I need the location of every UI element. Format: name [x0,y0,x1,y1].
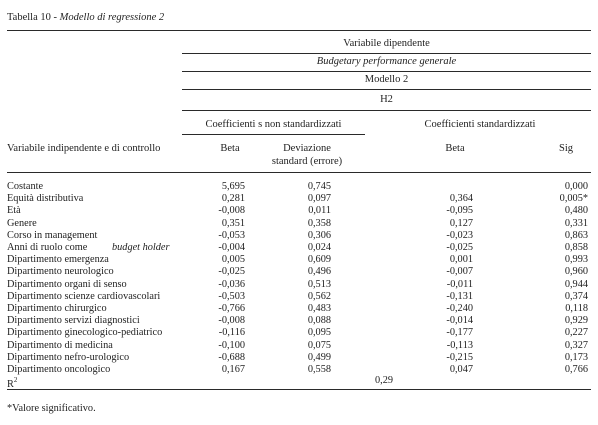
cell-beta-standardized: 0,001 [449,254,473,266]
cell-beta: 0,351 [221,217,245,229]
table-row [0,351,598,364]
cell-beta: -0,503 [218,290,245,302]
rule-group-unstd [182,134,365,135]
cell-beta-standardized: -0,007 [446,266,473,278]
header-hypothesis: H2 [380,94,393,105]
header-col-beta-std: Beta [445,143,465,154]
body-bottom-rule [7,389,591,390]
cell-beta: -0,766 [218,303,245,314]
cell-std-error: 0,095 [307,327,331,339]
top-rule [7,30,591,31]
cell-sig: 0,929 [564,315,588,327]
cell-beta-standardized: -0,113 [446,339,473,351]
header-dependent: Variabile dipendente [343,38,430,49]
cell-beta: -0,004 [218,242,245,253]
cell-beta-standardized: -0,011 [446,278,473,290]
cell-std-error: 0,562 [307,290,331,302]
cell-beta: -0,100 [218,339,245,351]
cell-sig: 0,173 [564,351,588,363]
cell-std-error: 0,745 [307,181,331,192]
r2-value: 0,29 [375,375,394,386]
table-row [0,265,598,278]
table-row [0,339,598,352]
table-row [0,229,598,242]
header-model: Modello 2 [364,74,409,85]
cell-beta-standardized: -0,095 [446,205,473,217]
cell-std-error: 0,496 [307,266,331,278]
table-caption [7,12,164,23]
table-row [0,217,598,230]
cell-std-error: 0,513 [307,278,331,290]
cell-std-error: 0,097 [307,193,331,205]
row-label: Costante [7,181,44,192]
cell-beta: -0,688 [218,351,245,363]
rule-dependent-name [182,71,591,72]
rule-hypothesis [182,110,591,111]
cell-std-error: 0,075 [307,339,331,351]
cell-beta-standardized: -0,177 [446,327,473,339]
table-row [0,302,598,315]
cell-sig: 0,000 [564,181,588,192]
cell-sig: 0,327 [564,339,588,351]
cell-std-error: 0,306 [307,229,331,241]
cell-beta-standardized: -0,131 [446,290,473,302]
r2-label [7,374,17,391]
table-row [0,253,598,266]
row-label: Dipartimento ginecologico-pediatrico [7,327,163,339]
header-group-standardized: Coefficienti standardizzati [424,119,536,130]
cell-std-error: 0,499 [307,351,331,363]
header-dependent-name: Budgetary performance generale [316,56,457,67]
cell-beta-standardized: 0,127 [449,217,473,229]
cell-sig: 0,960 [564,266,588,278]
cell-sig: 0,227 [564,327,588,339]
r2-row [0,374,598,390]
cell-beta-standardized: -0,025 [446,242,473,253]
cell-sig: 0,480 [564,205,588,217]
row-label: Corso in management [7,229,98,241]
table-row [0,241,598,254]
caption-prefix: Tabella 10 - [7,12,60,23]
header-col-beta: Beta [220,143,240,154]
row-label: Dipartimento oncologico [7,364,111,375]
cell-beta: 5,695 [221,181,245,192]
cell-beta: -0,008 [218,205,245,217]
cell-beta: 0,167 [221,364,245,375]
row-label: Equità distributiva [7,193,84,205]
cell-sig: 0,858 [564,242,588,253]
row-label: Dipartimento emergenza [7,254,109,266]
rule-dependent [182,53,591,54]
table-row [0,314,598,327]
r2-label-text: R [7,379,14,390]
cell-beta: -0,036 [218,278,245,290]
row-label: Dipartimento chirurgico [7,303,107,314]
cell-sig: 0,993 [564,254,588,266]
table-row [0,204,598,217]
row-label: Età [7,205,21,217]
header-group-unstandardized: Coefficienti s non standardizzati [205,119,342,130]
cell-beta-standardized: -0,014 [446,315,473,327]
cell-beta: -0,008 [218,315,245,327]
row-label: Dipartimento scienze cardiovascolari [7,290,161,302]
table-row [0,180,598,193]
cell-sig: 0,863 [564,229,588,241]
header-col-dev-line2: standard (errore) [271,156,343,167]
cell-sig: 0,005* [559,193,588,205]
caption-title: Modello di regressione 2 [59,12,165,23]
cell-sig: 0,374 [564,290,588,302]
table-row [0,326,598,339]
cell-beta: 0,005 [221,254,245,266]
cell-std-error: 0,024 [307,242,331,253]
cell-beta: -0,025 [218,266,245,278]
cell-std-error: 0,358 [307,217,331,229]
cell-std-error: 0,483 [307,303,331,314]
footnote: *Valore significativo. [7,403,96,414]
row-label: Dipartimento nefro-urologico [7,351,130,363]
cell-beta-standardized: -0,023 [446,229,473,241]
cell-sig: 0,766 [564,364,588,375]
table-row [0,290,598,303]
row-label: Dipartimento neurologico [7,266,114,278]
row-label: Dipartimento di medicina [7,339,113,351]
cell-beta-standardized: 0,364 [449,193,473,205]
cell-sig: 0,118 [565,303,588,314]
cell-beta-standardized: 0,047 [449,364,473,375]
row-label: Genere [7,217,37,229]
cell-std-error: 0,088 [307,315,331,327]
cell-beta: -0,053 [218,229,245,241]
cell-std-error: 0,011 [308,205,331,217]
header-row-label: Variabile indipendente e di controllo [7,143,161,154]
row-label: Dipartimento organi di senso [7,278,127,290]
header-bottom-rule [7,172,591,173]
row-label: Anni di ruolo come [7,242,88,253]
cell-sig: 0,944 [564,278,588,290]
cell-std-error: 0,558 [307,364,331,375]
cell-beta-standardized: -0,215 [446,351,473,363]
cell-beta-standardized: -0,240 [446,303,473,314]
r2-label-sup: 2 [13,376,18,384]
header-col-dev-line1: Deviazione [283,143,331,154]
cell-std-error: 0,609 [307,254,331,266]
cell-sig: 0,331 [564,217,588,229]
cell-beta: -0,116 [218,327,245,339]
row-label-italic: budget holder [112,242,170,253]
rule-model [182,89,591,90]
table-row [0,278,598,291]
cell-beta: 0,281 [221,193,245,205]
header-col-sig: Sig [558,143,573,154]
table-row [0,192,598,205]
row-label: Dipartimento servizi diagnostici [7,315,140,327]
